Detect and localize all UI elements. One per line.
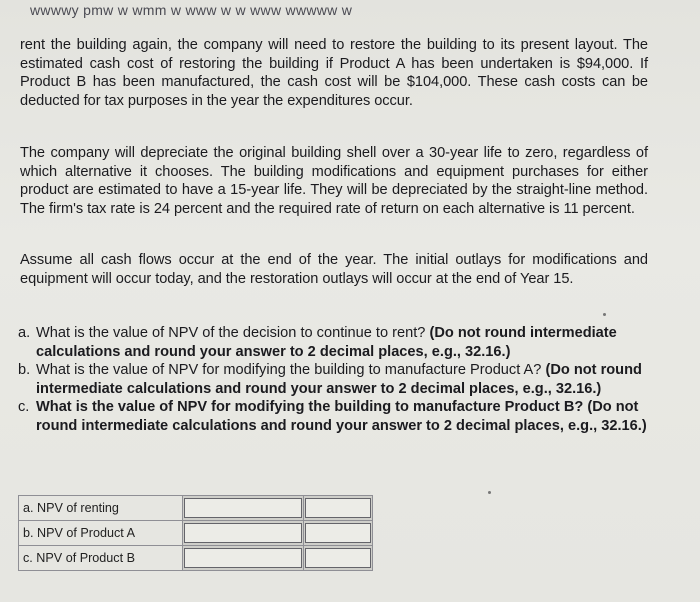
question-text: What is the value of NPV of the decision to continue to rent?: [36, 325, 426, 341]
question-instruction: (Do not round intermediate calculations and round your answer to 2 decimal places, e.g., 32.16.): [36, 362, 642, 397]
cut-off-text-line: wwwwy pmw w wmm w www w w www wwwww w: [30, 3, 353, 18]
question-list: [18, 324, 650, 436]
npv-renting-input[interactable]: [184, 498, 302, 518]
answer-cell: [304, 521, 373, 546]
question-label: a.: [18, 325, 31, 341]
question-instruction: (Do not round intermediate calculations and round your answer to 2 decimal places, e.g., 32.16.): [36, 325, 617, 360]
question-b: [18, 361, 650, 398]
stray-mark: [603, 313, 606, 316]
answer-label-npv-product-a: b. NPV of Product A: [19, 521, 183, 546]
npv-product-b-input-extra[interactable]: [305, 548, 371, 568]
question-instruction: (Do not round intermediate calculations and round your answer to 2 decimal places, e.g., 32.16.): [36, 399, 647, 434]
answer-label-npv-renting: a. NPV of renting: [19, 496, 183, 521]
npv-product-b-input[interactable]: [184, 548, 302, 568]
npv-product-a-input[interactable]: [184, 523, 302, 543]
paragraph-depreciation: The company will depreciate the original building shell over a 30-year life to zero, regardless of which alternative it chooses. The building modifications and equipment purchases for either product are estimated to have a 15-year life. They will be depreciated by the straight-line method. The firm's tax rate is 24 percent and the required rate of return on each alternative is 11 percent.: [20, 145, 648, 217]
answer-cell: [304, 496, 373, 521]
question-text: What is the value of NPV for modifying the building to manufacture Product A?: [36, 362, 542, 379]
answer-cell: [304, 546, 373, 571]
question-label: b.: [18, 362, 31, 379]
question-text: What is the value of NPV for modifying the building to manufacture Product B?: [36, 399, 584, 416]
question-a: [18, 324, 650, 361]
paragraph-restoration-costs: rent the building again, the company will need to restore the building to its present layout. The estimated cash cost of restoring the building if Product A has been undertaken is $94,000. If Product B has been manufactured, the cash cost will be $104,000. These cash costs can be deducted for tax purposes in the year the expenditures occur.: [20, 37, 648, 109]
npv-renting-input-extra[interactable]: [305, 498, 371, 518]
answer-cell: [183, 546, 304, 571]
table-row: [19, 496, 373, 521]
question-label: c.: [18, 399, 30, 416]
answer-table: [18, 495, 373, 571]
answer-cell: [183, 496, 304, 521]
table-row: [19, 521, 373, 546]
answer-label-npv-product-b: c. NPV of Product B: [19, 546, 183, 571]
table-row: [19, 546, 373, 571]
paragraph-cash-flow-timing: Assume all cash flows occur at the end of the year. The initial outlays for modifications and equipment will occur today, and the restoration outlays will occur at the end of Year 15.: [20, 252, 648, 287]
question-c: [18, 398, 650, 435]
stray-mark: [488, 491, 491, 494]
npv-product-a-input-extra[interactable]: [305, 523, 371, 543]
answer-cell: [183, 521, 304, 546]
